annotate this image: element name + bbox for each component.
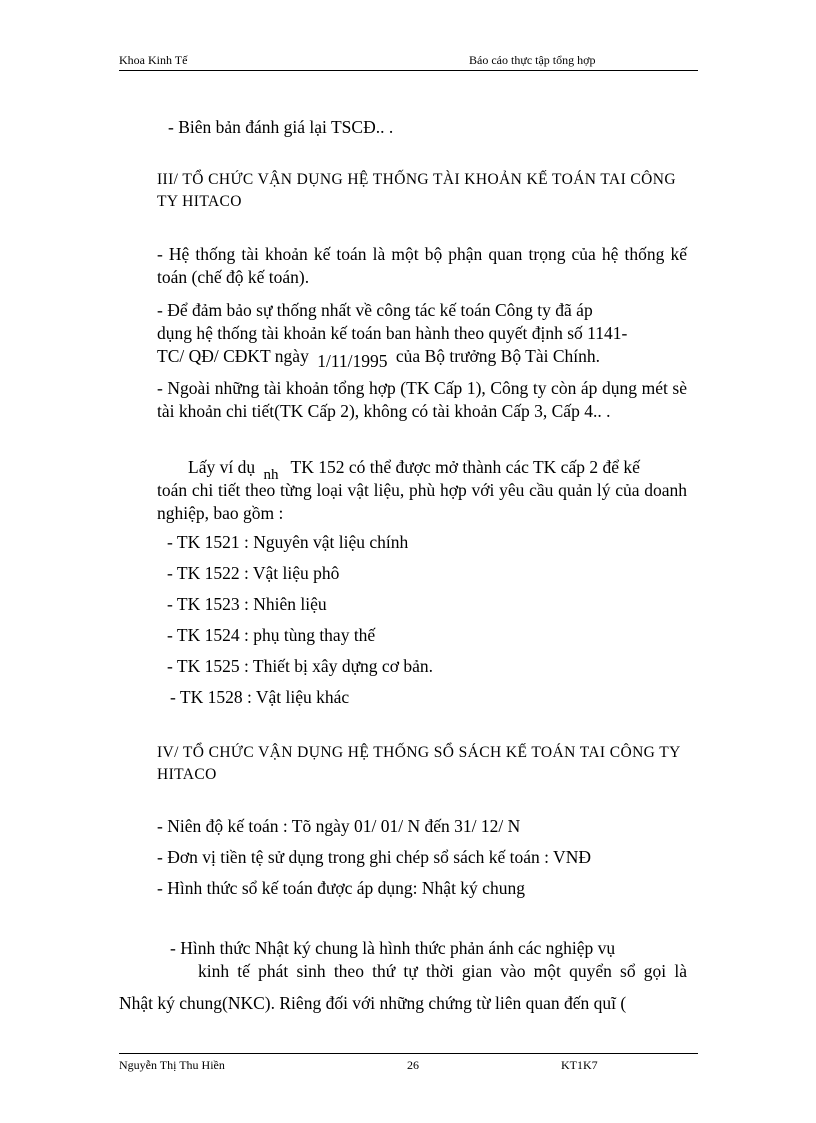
header-right: Báo cáo thực tập tổng hợp: [469, 53, 596, 67]
section-heading-iv: IV/ TỔ CHỨC VẬN DỤNG HỆ THỐNG SỔ SÁCH KẾ TOÁN TAI CÔNG TY HITACO: [157, 744, 681, 783]
paragraph-2-text-a: TC/ QĐ/ CĐKT ngày: [157, 346, 309, 366]
paragraph-2-line-3: [157, 345, 601, 371]
footer-rule: [119, 1053, 698, 1054]
paragraph-2-text-b: của Bộ trưởng Bộ Tài Chính.: [395, 346, 601, 366]
paragraph-5-line-3: Nhật ký chung(NKC). Riêng đối với những chứng từ liên quan đến quĩ (: [119, 993, 627, 1013]
paragraph-4-text-b: TK 152 có thể được mở thành các TK cấp 2 để kế: [290, 457, 640, 477]
paragraph-2-date: 1/11/1995: [317, 351, 388, 371]
paragraph-3: - Ngoài những tài khoản tổng hợp (TK Cấp 1), Công ty còn áp dụng mét sè tài khoản chi tiết(TK Cấp 2), không có tài khoản Cấp 3, Cấp 4.. .: [157, 378, 687, 421]
section-heading-iii: III/ TỔ CHỨC VẬN DỤNG HỆ THỐNG TÀI KHOẢN KẾ TOÁN TAI CÔNG TY HITACO: [157, 171, 676, 210]
list-item: - TK 1522 : Vật liệu phô: [167, 563, 340, 583]
list-item: - TK 1528 : Vật liệu khác: [170, 687, 350, 707]
footer-class: KT1K7: [561, 1058, 598, 1072]
header-left: Khoa Kinh Tế: [119, 53, 188, 67]
paragraph-4-text-a: Lấy ví dụ: [188, 457, 256, 477]
list-item: - TK 1521 : Nguyên vật liệu chính: [167, 532, 409, 552]
paragraph-2-line-2: dụng hệ thống tài khoản kế toán ban hành theo quyết định số 1141-: [157, 323, 628, 343]
paragraph-4-rest: toán chi tiết theo từng loại vật liệu, phù hợp với yêu cầu quản lý của doanh nghiệp, bao gồm :: [157, 480, 687, 523]
info-item: - Hình thức sổ kế toán được áp dụng: Nhật ký chung: [157, 878, 525, 898]
paragraph-5-line-2: kinh tế phát sinh theo thứ tự thời gian vào một quyển sổ gọi là: [198, 961, 687, 981]
footer-page-number: 26: [407, 1058, 419, 1072]
paragraph-4-line-1: [188, 456, 640, 481]
info-item: - Niên độ kế toán : Tõ ngày 01/ 01/ N đến 31/ 12/ N: [157, 816, 521, 836]
list-item: - TK 1524 : phụ tùng thay thế: [167, 625, 376, 645]
list-item: - TK 1525 : Thiết bị xây dựng cơ bản.: [167, 656, 433, 676]
info-item: - Đơn vị tiền tệ sử dụng trong ghi chép sổ sách kế toán : VNĐ: [157, 847, 591, 867]
list-item: - TK 1523 : Nhiên liệu: [167, 594, 327, 614]
list-item-bienban: - Biên bản đánh giá lại TSCĐ.. .: [168, 117, 394, 137]
paragraph-2-line-1: - Để đảm bảo sự thống nhất về công tác kế toán Công ty đã áp: [157, 300, 593, 320]
paragraph-1: - Hệ thống tài khoản kế toán là một bộ phận quan trọng của hệ thống kế toán (chế độ kế toán).: [157, 244, 687, 287]
header-rule: [119, 70, 698, 71]
paragraph-5-line-1: - Hình thức Nhật ký chung là hình thức phản ánh các nghiệp vụ: [170, 938, 616, 958]
footer-author: Nguyễn Thị Thu Hiền: [119, 1058, 225, 1072]
paragraph-4-nh: nh: [263, 467, 279, 483]
